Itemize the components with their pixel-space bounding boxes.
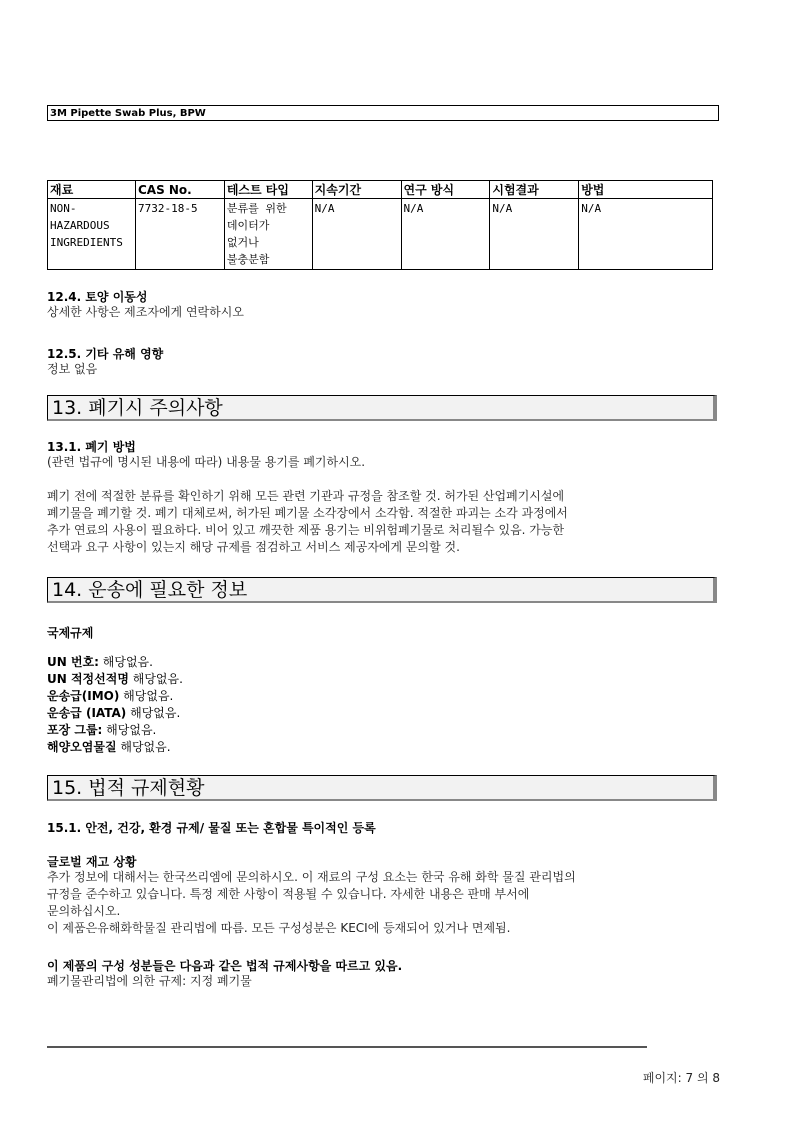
composition-regulation-line: 폐기물관리법에 의한 규제: 지정 폐기물 (47, 974, 252, 988)
subsection-title-15-1: 15.1. 안전, 건강, 환경 규제/ 물질 또는 혼합물 특이적인 등록 (47, 821, 376, 835)
global-inventory-line: 이 제품은유해화학물질 관리법에 따름. 모든 구성성분은 KECI에 등재되어 있거나 면제됨. (47, 921, 511, 935)
international-regulation-label: 국제규제 (47, 626, 94, 640)
header-cell: 연구 방식 (401, 181, 490, 199)
transport-item (47, 722, 156, 738)
ecotoxicity-table (47, 180, 713, 270)
transport-label: 운송급 (IATA) (47, 706, 127, 720)
section-heading-15: 15. 법적 규제현황 (47, 775, 717, 801)
disposal-paragraph-line: 폐기 전에 적절한 분류를 확인하기 위해 모든 관련 기관과 규정을 참조할 것. 허가된 산업폐기시설에 (47, 489, 565, 503)
transport-label: 운송급(IMO) (47, 689, 120, 703)
transport-value: 해당없음. (116, 740, 171, 754)
global-inventory-title: 글로벌 재고 상황 (47, 855, 137, 869)
transport-label: 포장 그룹: (47, 723, 103, 737)
transport-label: UN 번호: (47, 655, 99, 669)
table-cell: NON- HAZARDOUS INGREDIENTS (48, 199, 136, 270)
transport-item (47, 705, 180, 721)
header-cell: 테스트 타입 (224, 181, 312, 199)
disposal-paragraph-line: 폐기물을 폐기할 것. 폐기 대체로써, 허가된 폐기물 소각장에서 소각함. 적절한 파괴는 소각 과정에서 (47, 506, 568, 520)
section-heading-13: 13. 폐기시 주의사항 (47, 395, 717, 421)
subsection-text-12-5: 정보 없음 (47, 362, 98, 376)
transport-value: 해당없음. (119, 689, 174, 703)
header-cell: 지속기간 (312, 181, 401, 199)
transport-label: UN 적정선적명 (47, 672, 129, 686)
composition-regulation-title: 이 제품의 구성 성분들은 다음과 같은 법적 규제사항을 따르고 있음. (47, 959, 403, 973)
subsection-title-12-4: 12.4. 토양 이동성 (47, 290, 148, 304)
subsection-text-12-4: 상세한 사항은 제조자에게 연락하시오 (47, 305, 244, 319)
footer-divider (47, 1046, 647, 1048)
table-cell: N/A (312, 199, 401, 270)
global-inventory-line: 문의하십시오. (47, 904, 121, 918)
global-inventory-line: 규정을 준수하고 있습니다. 특정 제한 사항이 적용될 수 있습니다. 자세한 내용은 판매 부서에 (47, 887, 530, 901)
transport-value: 해당없음. (126, 706, 181, 720)
transport-value: 해당없음. (128, 672, 183, 686)
transport-item (47, 739, 171, 755)
transport-item (47, 688, 173, 704)
disposal-line: (관련 법규에 명시된 내용에 따라) 내용물 용기를 폐기하시오. (47, 455, 366, 469)
product-name-header: 3M Pipette Swab Plus, BPW (47, 105, 719, 121)
header-cell: 방법 (579, 181, 713, 199)
header-cell: 재료 (48, 181, 136, 199)
header-cell: 시험결과 (490, 181, 579, 199)
transport-value: 해당없음. (102, 723, 157, 737)
table-cell: N/A (490, 199, 579, 270)
page-number: 페이지: 7 의 8 (642, 1071, 720, 1085)
table-cell: 분류를 위한 데이터가 없거나 불충분함 (224, 199, 312, 270)
subsection-title-13-1: 13.1. 폐기 방법 (47, 440, 136, 454)
table-cell: N/A (401, 199, 490, 270)
disposal-paragraph-line: 추가 연료의 사용이 필요하다. 비어 있고 깨끗한 제품 용기는 비위험폐기물로 처리될수 있음. 가능한 (47, 523, 565, 537)
table-header-row (48, 181, 713, 199)
table-row (48, 199, 713, 270)
transport-item (47, 671, 183, 687)
subsection-title-12-5: 12.5. 기타 유해 영향 (47, 347, 164, 361)
disposal-paragraph-line: 선택과 요구 사항이 있는지 해당 규제를 점검하고 서비스 제공자에게 문의할 것. (47, 540, 460, 554)
section-heading-14: 14. 운송에 필요한 정보 (47, 577, 717, 603)
table-cell: N/A (579, 199, 713, 270)
transport-value: 해당없음. (98, 655, 153, 669)
transport-label: 해양오염물질 (47, 740, 117, 754)
transport-item (47, 654, 153, 670)
header-cell: CAS No. (135, 181, 224, 199)
global-inventory-line: 추가 정보에 대해서는 한국쓰리엠에 문의하시오. 이 재료의 구성 요소는 한국 유해 화학 물질 관리법의 (47, 870, 576, 884)
table-cell: 7732-18-5 (135, 199, 224, 270)
